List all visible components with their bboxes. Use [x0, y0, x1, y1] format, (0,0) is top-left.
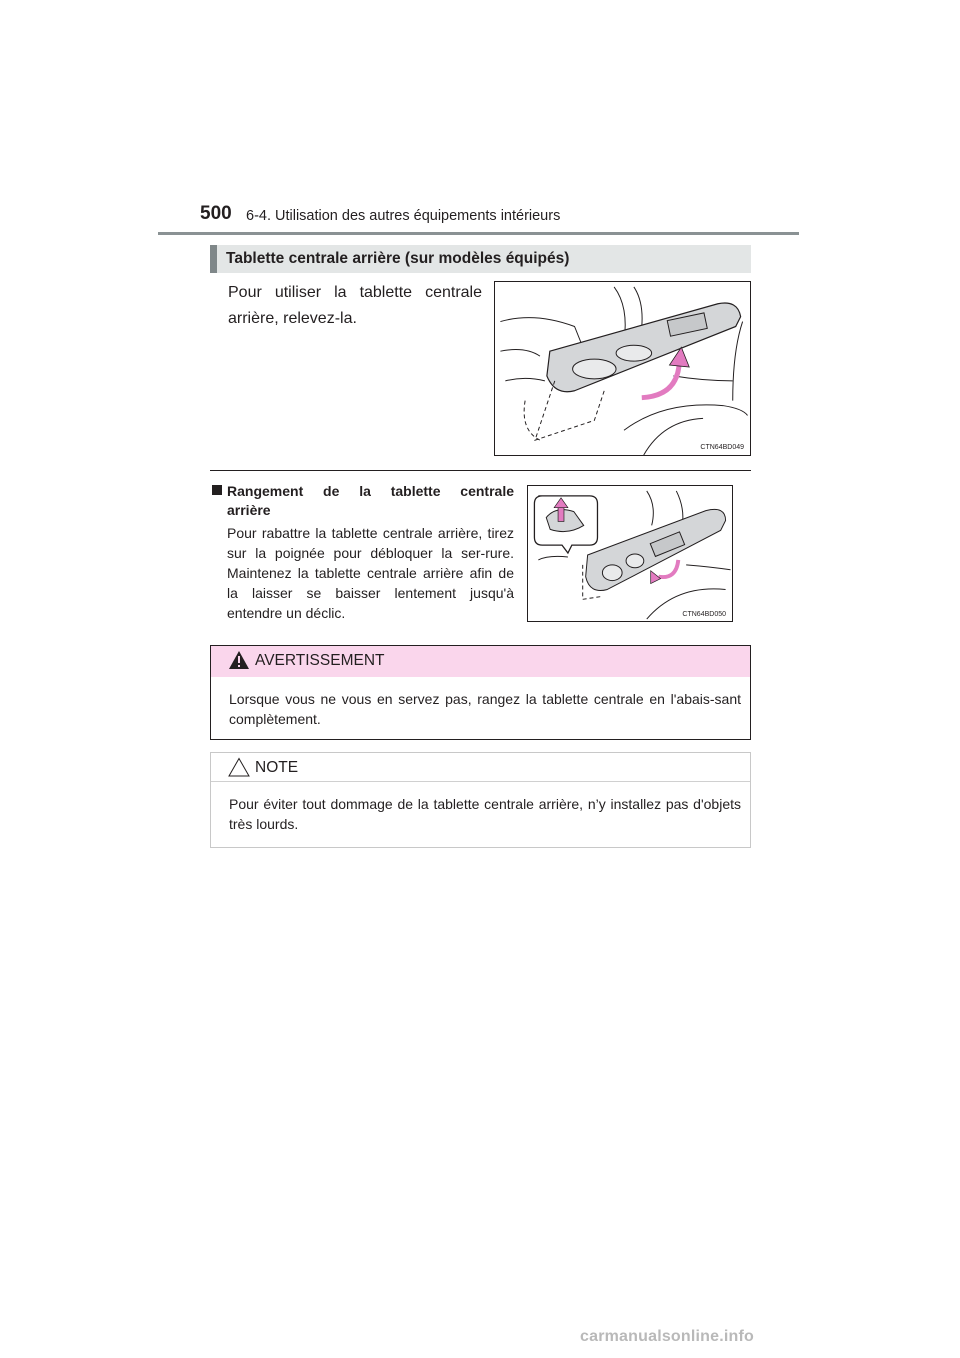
intro-line-2: arrière, relevez-la. [228, 310, 357, 327]
section-heading [210, 245, 751, 273]
figure-fold-tray [527, 485, 733, 622]
warning-triangle-icon [228, 650, 250, 670]
chapter-title: 6-4. Utilisation des autres équipements intérieurs [246, 208, 561, 224]
storage-heading-line-1: Rangement de la tablette centrale [227, 483, 514, 499]
caution-outline-triangle-icon [228, 757, 250, 777]
intro-line-1: Pour utiliser la tablette centrale [228, 284, 482, 301]
header-rule [158, 232, 799, 235]
note-header [211, 753, 750, 782]
tray-raised-illustration [495, 282, 750, 455]
warning-header [211, 646, 750, 677]
storage-heading [212, 482, 514, 520]
page-number: 500 [200, 203, 232, 224]
warning-title: AVERTISSEMENT [255, 652, 385, 669]
storage-heading-line-2: arrière [227, 502, 271, 518]
warning-body-text: Lorsque vous ne vous en servez pas, rangez la tablette centrale en l'abais-sant complètement. [229, 691, 741, 727]
tray-folding-illustration [528, 486, 732, 621]
storage-body-text: Pour rabattre la tablette centrale arrière, tirez sur la poignée pour débloquer la ser-rure. Maintenez la tablette centrale arrière afin de la laisser se baisser lentement jusqu'à entendre un déclic. [227, 525, 514, 621]
intro-paragraph [228, 280, 482, 332]
warning-box [210, 645, 751, 740]
figure-code-1: CTN64BD049 [700, 444, 744, 451]
square-bullet-icon [212, 485, 222, 495]
figure-code-2: CTN64BD050 [682, 611, 726, 618]
note-title: NOTE [255, 759, 299, 776]
section-divider [210, 470, 751, 471]
storage-instructions [212, 482, 514, 623]
section-heading-text: Tablette centrale arrière (sur modèles équipés) [226, 250, 570, 267]
note-body-text: Pour éviter tout dommage de la tablette centrale arrière, n’y installez pas d'objets très lourds. [229, 796, 741, 832]
figure-raise-tray [494, 281, 751, 456]
note-box [210, 752, 751, 848]
watermark: carmanualsonline.info [580, 1328, 755, 1345]
